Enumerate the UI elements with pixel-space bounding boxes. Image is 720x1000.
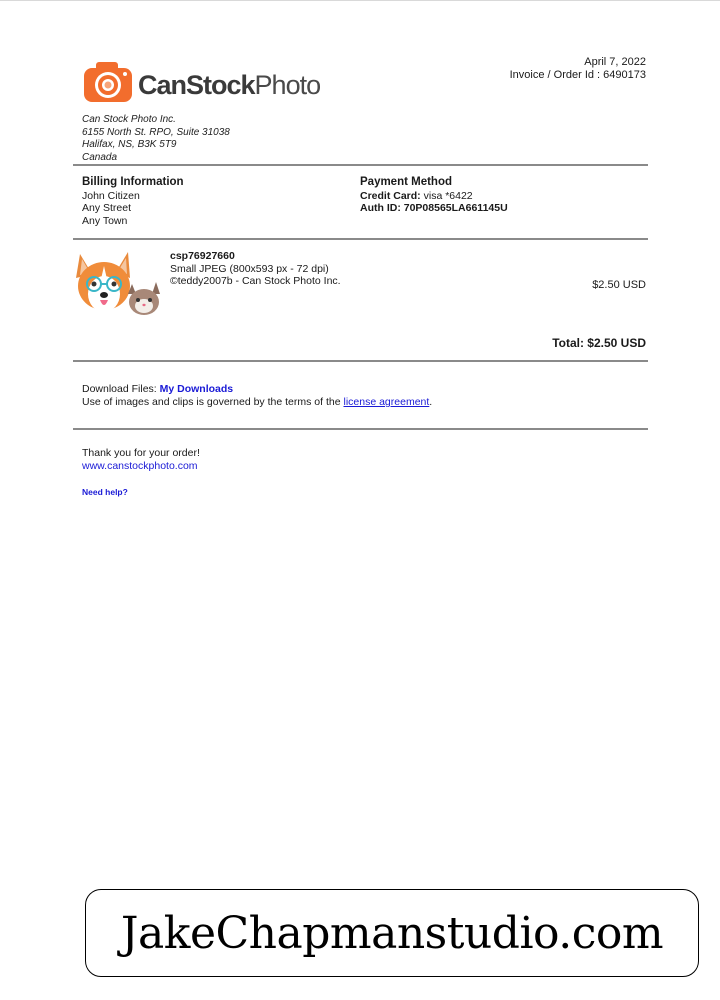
auth-id-line [360, 202, 508, 215]
license-agreement-link[interactable]: license agreement [343, 396, 430, 408]
credit-card-value: visa *6422 [423, 189, 473, 202]
item-credit: ©teddy2007b - Can Stock Photo Inc. [170, 275, 341, 287]
my-downloads-link[interactable]: My Downloads [159, 383, 234, 395]
thank-you-text: Thank you for your order! [82, 447, 200, 459]
divider [73, 164, 648, 166]
billing-name: John Citizen [82, 189, 140, 202]
invoice-order-id: Invoice / Order Id : 6490173 [509, 69, 646, 81]
order-item-details [170, 250, 341, 288]
order-total: Total: $2.50 USD [552, 336, 646, 350]
credit-card-label: Credit Card: [360, 189, 421, 202]
divider [73, 360, 648, 362]
item-sku: csp76927660 [170, 250, 235, 262]
payment-title: Payment Method [360, 176, 453, 188]
canstockphoto-logo[interactable] [82, 60, 321, 106]
need-help-link[interactable]: Need help? [82, 487, 128, 497]
billing-town: Any Town [82, 214, 128, 227]
company-country: Canada [82, 151, 118, 163]
watermark-text: JakeChapmanstudio.com [120, 907, 664, 959]
auth-id-label: Auth ID: [360, 202, 401, 214]
page-top-edge [0, 0, 720, 1]
watermark-banner [85, 889, 699, 977]
payment-method [360, 176, 508, 215]
camera-logo-icon [82, 60, 134, 104]
credit-card-line [360, 190, 508, 203]
download-section [82, 383, 432, 409]
billing-title: Billing Information [82, 176, 184, 188]
thank-you-section [82, 447, 200, 473]
website-link[interactable]: www.canstockphoto.com [82, 460, 198, 472]
download-files-label: Download Files: [82, 383, 157, 395]
billing-information [82, 176, 184, 227]
billing-street: Any Street [82, 202, 132, 214]
company-city: Halifax, NS, B3K 5T9 [82, 139, 177, 150]
company-street: 6155 North St. RPO, Suite 31038 [82, 126, 230, 138]
invoice-date: April 7, 2022 [584, 56, 646, 68]
brand-wordmark: CanStockPhoto [138, 70, 321, 100]
terms-suffix: . [429, 396, 433, 408]
download-files-line [82, 383, 432, 396]
terms-line [82, 396, 432, 409]
auth-id-value: 70P08565LA661145U [403, 202, 508, 214]
item-price: $2.50 USD [592, 279, 646, 291]
company-name: Can Stock Photo Inc. [82, 114, 176, 125]
divider [73, 238, 648, 240]
divider [73, 428, 648, 430]
company-address [82, 114, 230, 164]
item-description: Small JPEG (800x593 px - 72 dpi) [170, 262, 329, 275]
product-thumbnail-image[interactable] [72, 248, 164, 320]
terms-text: Use of images and clips is governed by the terms of the [82, 396, 341, 408]
